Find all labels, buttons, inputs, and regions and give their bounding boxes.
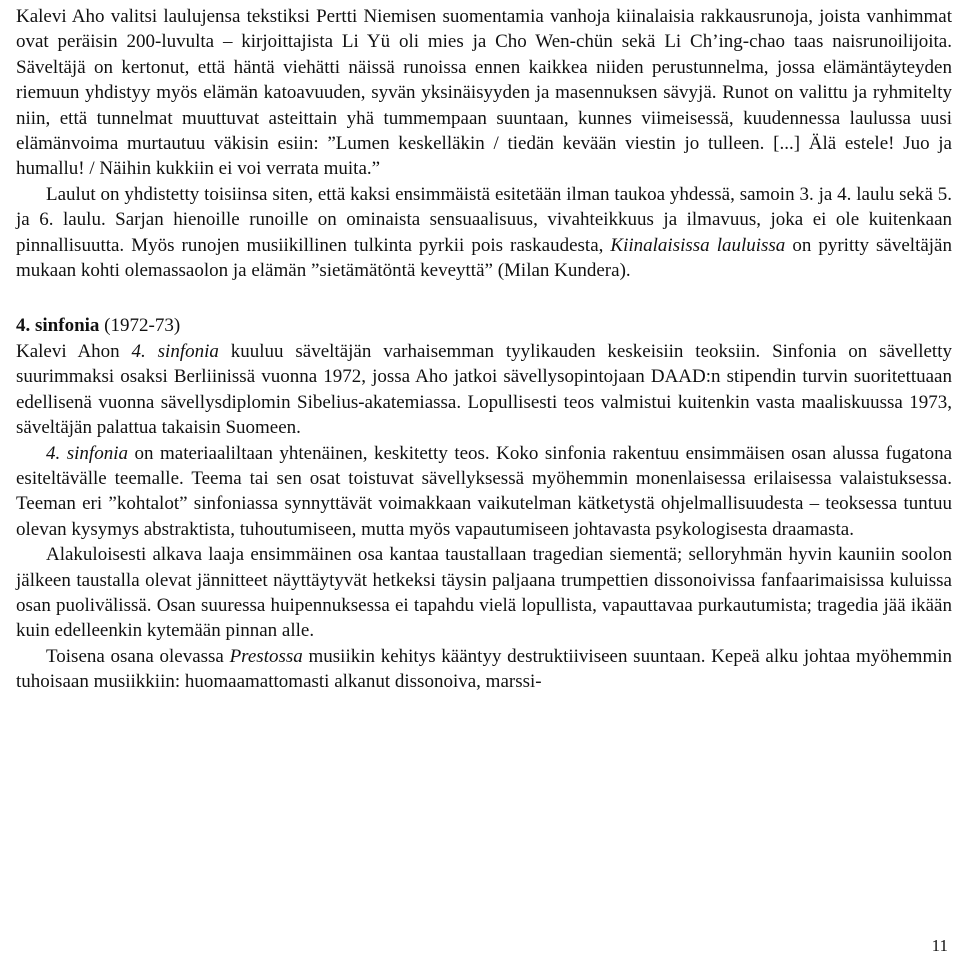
intro-text-block [16,4,952,283]
document-page [16,4,952,695]
paragraph-text: Kalevi Aho valitsi laulujensa tekstiksi Pertti Niemisen suomentamia vanhoja kiinalaisia rakkausrunoja, joista vanhimmat ovat peräisin 200-luvulta – kirjoittajista Li Yü oli mies ja Cho Wen-chün sekä Li Ch’ing-chao taas naisrunoilijoita. Säveltäjä on kertonut, että häntä viehätti näissä runoissa ennen kaikkea niiden perustunnelma, jossa elämäntäyteyden riemuun yhdistyy myös elämän katoavuuden, syvän yksinäisyyden ja masennuksen sävyjä. Runot on valittu ja ryhmitelty niin, että tunnelmat muuttuvat asteittain yhä tummempaan suuntaan, kunnes viimeisessä, kuudennessa laulussa uusi elämänvoima murtautuu väkisin esiin: ”Lumen keskelläkin / tiedän kevään viestin jo tulleen. [...] Älä estele! Juo ja humallu! / Näihin kukkiin ei voi verrata muita.” [16,6,952,180]
paragraph-text: Laulut on yhdistetty toisiinsa siten, että kaksi ensimmäistä esitetään ilman taukoa yhdessä, samoin 3. ja 4. laulu sekä 5. ja 6. laulu. Sarjan hienoille runoille on ominaista sensuaalisuus, vivahteikkuus ja ilmavuus, joka ei ole kuitenkaan pinnallisuutta. Myös runojen musiikillinen tulkinta pyrkii pois raskaudesta, [16,183,952,256]
paragraph-s2 [16,441,952,543]
paragraph-text: musiikin kehitys kääntyy destruktiiviseen suuntaan. Kepeä alku johtaa myöhemmin tuhoisaan musiikkiin: huomaamattomasti alkanut dissonoiva, marssi- [16,645,952,693]
paragraph-text: Kalevi Ahon [16,340,132,362]
italic-title-text: Prestossa [229,645,303,667]
section-heading [16,313,952,338]
italic-title-text: 4. sinfonia [131,340,219,362]
italic-title-text: Kiinalaisissa lauluissa [610,234,786,256]
paragraph-s1 [16,339,952,441]
paragraph-p1 [16,4,952,182]
paragraph-s4 [16,644,952,695]
italic-title-text: 4. sinfonia [46,442,128,464]
paragraph-text: Toisena osana olevassa [46,645,230,667]
paragraph-s3 [16,542,952,644]
paragraph-text: on pyritty säveltäjän mukaan kohti olemassaolon ja elämän ”sietämätöntä keveyttä” (Milan Kundera). [16,234,952,282]
section-text-block [16,339,952,695]
paragraph-p2 [16,182,952,284]
section-years: (1972-73) [99,315,181,337]
paragraph-text: on materiaaliltaan yhtenäinen, keskitetty teos. Koko sinfonia rakentuu ensimmäisen osan alussa fugatona esiteltävälle teemalle. Teema tai sen osat toistuvat sävellyksessä myöhemmin monenlaisessa erilaisessa valaistuksessa. Teeman eri ”kohtalot” sinfoniassa synnyttävät voimakkaan vaikutelman kätketystä ohjelmallisuudesta – teoksessa tuntuu olevan kysymys abstraktista, tuhoutumiseen, mutta myös vapautumiseen johtavasta psykologisesta draamasta. [16,442,952,540]
page-number: 11 [931,936,948,955]
section-title: 4. sinfonia [16,315,100,337]
paragraph-text: kuuluu säveltäjän varhaisemman tyylikauden keskeisiin teoksiin. Sinfonia on sävelletty suurimmaksi osaksi Berliinissä vuonna 1972, jossa Aho jatkoi sävellysopintojaan DAAD:n stipendin turvin suoritettuaan edellisenä vuonna sävellysdiplomin Sibelius-akatemiassa. Lopullisesti teos valmistui kuitenkin vasta maaliskuussa 1973, säveltäjän palattua takaisin Suomeen. [16,340,952,439]
paragraph-text: Alakuloisesti alkava laaja ensimmäinen osa kantaa taustallaan tragedian siementä; selloryhmän hyvin kauniin soolon jälkeen taustalla olevat jännitteet näyttäytyvät hetkeksi täysin paljaana trumpettien dissonoivissa fanfaarimaisissa kuluissa osan puolivälissä. Osan suuressa huipennuksessa ei tapahdu vielä lopullista, vapauttavaa purkautumista; tragedia jää ikään kuin edelleenkin kytemään pinnan alle. [16,544,952,642]
